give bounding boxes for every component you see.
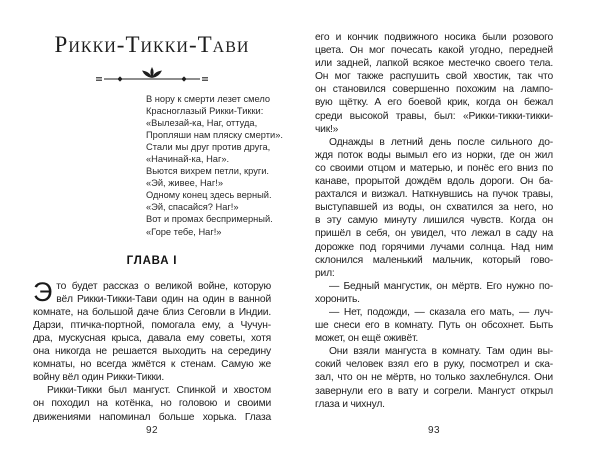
text-line: ше снеси его в комнату. Путь он обсохнет. Быть — [315, 320, 553, 332]
paragraph — [315, 136, 553, 280]
text-line: В нору к смерти лезет смело — [146, 94, 271, 104]
text-line: склонился маленький мальчик, который гово- — [315, 254, 553, 266]
text-line: Вьются вихрем петли, круги. — [146, 166, 270, 177]
text-line: может, он ещё оживёт. — [315, 333, 419, 345]
text-line: дра, мускусная крыса, давала ему советы, хотя — [33, 332, 271, 344]
fleuron-divider-icon — [33, 66, 271, 84]
paragraph — [315, 31, 553, 136]
text-line: или задней, лапкой всякое местечко своего тела. — [315, 58, 553, 70]
text-line: Он мог также распушить свой хвостик, так что — [315, 71, 553, 83]
text-line: завернули его в вату и согрели. Мангуст открыл — [315, 385, 553, 397]
text-line: Одному конец здесь верный. — [146, 190, 272, 201]
paragraph — [33, 276, 271, 385]
text-line: Однажды в летний день после сильного до- — [329, 136, 553, 148]
text-line: комнате, на большой даче близ Сеговли в Индии. — [33, 306, 271, 318]
text-line: «Эй, спасайся? Наг!» — [146, 202, 239, 213]
text-line: «Горе тебе, Наг!» — [146, 226, 222, 237]
text-line: он походил на котёнка, но головою и своими — [33, 398, 271, 410]
paragraph — [315, 345, 553, 410]
page-body — [315, 31, 553, 411]
text-line: то будет рассказ о великой войне, которую — [56, 280, 271, 292]
text-line: выступавшей из воды, он схватился за него, но — [315, 202, 553, 214]
text-line: глаза и чихнул. — [315, 398, 385, 410]
epigraph — [146, 93, 283, 238]
text-line: «Вылезай-ка, Наг, оттуда, — [146, 118, 258, 129]
chapter-title: Рикки-Тикки-Тави — [54, 32, 250, 57]
chapter-heading: ГЛАВА I — [126, 254, 178, 267]
paragraph — [315, 306, 553, 345]
page-body — [33, 276, 271, 424]
text-line: пришёл в себя, он увидел, что лежал в саду на — [315, 228, 553, 240]
text-line: движениями напоминал больше хорька. Глаза — [33, 411, 271, 423]
text-line: «Начинай-ка, Наг». — [146, 154, 230, 165]
text-line: Стали мы друг против друга, — [146, 142, 271, 153]
text-line: сокий человек взял его в руку, посмотрел и ска- — [315, 359, 553, 371]
text-line: цвета. Он мог почесать какой угодно, передней — [315, 45, 553, 57]
text-line: вёл Рикки-Тикки-Тави один на один в ванной — [56, 293, 271, 305]
text-line: войну вёл один Рикки-Тикки. — [33, 372, 165, 384]
drop-cap: Э — [33, 276, 53, 307]
page-left — [33, 0, 283, 465]
text-line: он становился совершенно похожим на лампо- — [315, 84, 553, 96]
text-line: со своими отцом и матерью, и понёс его вниз по — [315, 162, 553, 174]
text-line: дорожке под горячими лучами солнца. Над ним — [315, 241, 553, 253]
text-line: Рикки-Тикки был мангуст. Спинкой и хвостом — [47, 385, 271, 397]
paragraph — [315, 280, 553, 306]
text-line: рахтался и визжал. Наткнувшись на пучок травы, — [315, 189, 553, 201]
text-line: зал, что он не мёртв, но только захлебнулся. Они — [315, 372, 553, 384]
text-line: его и кончик подвижного носика были розового — [315, 32, 553, 43]
text-line: вую щётку. А его боевой крик, когда он бежал — [315, 97, 553, 109]
text-line: она никогда не решается выходить на середину — [33, 346, 271, 358]
page-number-left: 92 — [145, 425, 159, 436]
text-line: среди высокой травы, был: «Рикки-тикки-тикки- — [315, 110, 553, 122]
text-line: комнаты, но всегда жмётся к стенам. Самую же — [33, 359, 271, 371]
text-line: Дарзи, птичка-портной, помогала ему, а Чучун- — [33, 319, 271, 331]
text-line: Они взяли мангуста в комнату. Там один вы- — [329, 346, 553, 358]
text-line: Вот и промах беспримерный. — [146, 214, 273, 225]
text-line: Красноглазый Рикки-Тикки: — [146, 106, 264, 117]
text-line: чик!» — [315, 123, 339, 135]
text-line: — Нет, подожди, — сказала его мать, — луч- — [329, 306, 553, 318]
text-line: Пропляши нам пляску смерти». — [146, 130, 283, 141]
paragraph — [33, 384, 271, 423]
text-line: «Эй, живее, Наг!» — [146, 178, 223, 189]
page-right — [315, 0, 553, 465]
text-line: ждя поток воды вымыл его из норки, где он жил — [315, 149, 553, 161]
text-line: рил: — [315, 267, 335, 279]
text-line: хоронить. — [315, 293, 360, 305]
text-line: в эту самую минуту лишился чувств. Когда он — [315, 215, 553, 227]
page-number-right: 93 — [427, 425, 441, 436]
text-line: — Бедный мангустик, он мёртв. Его нужно по- — [329, 280, 553, 292]
text-line: канаве, прорытой дождём вдоль дороги. Он ба- — [315, 176, 553, 188]
